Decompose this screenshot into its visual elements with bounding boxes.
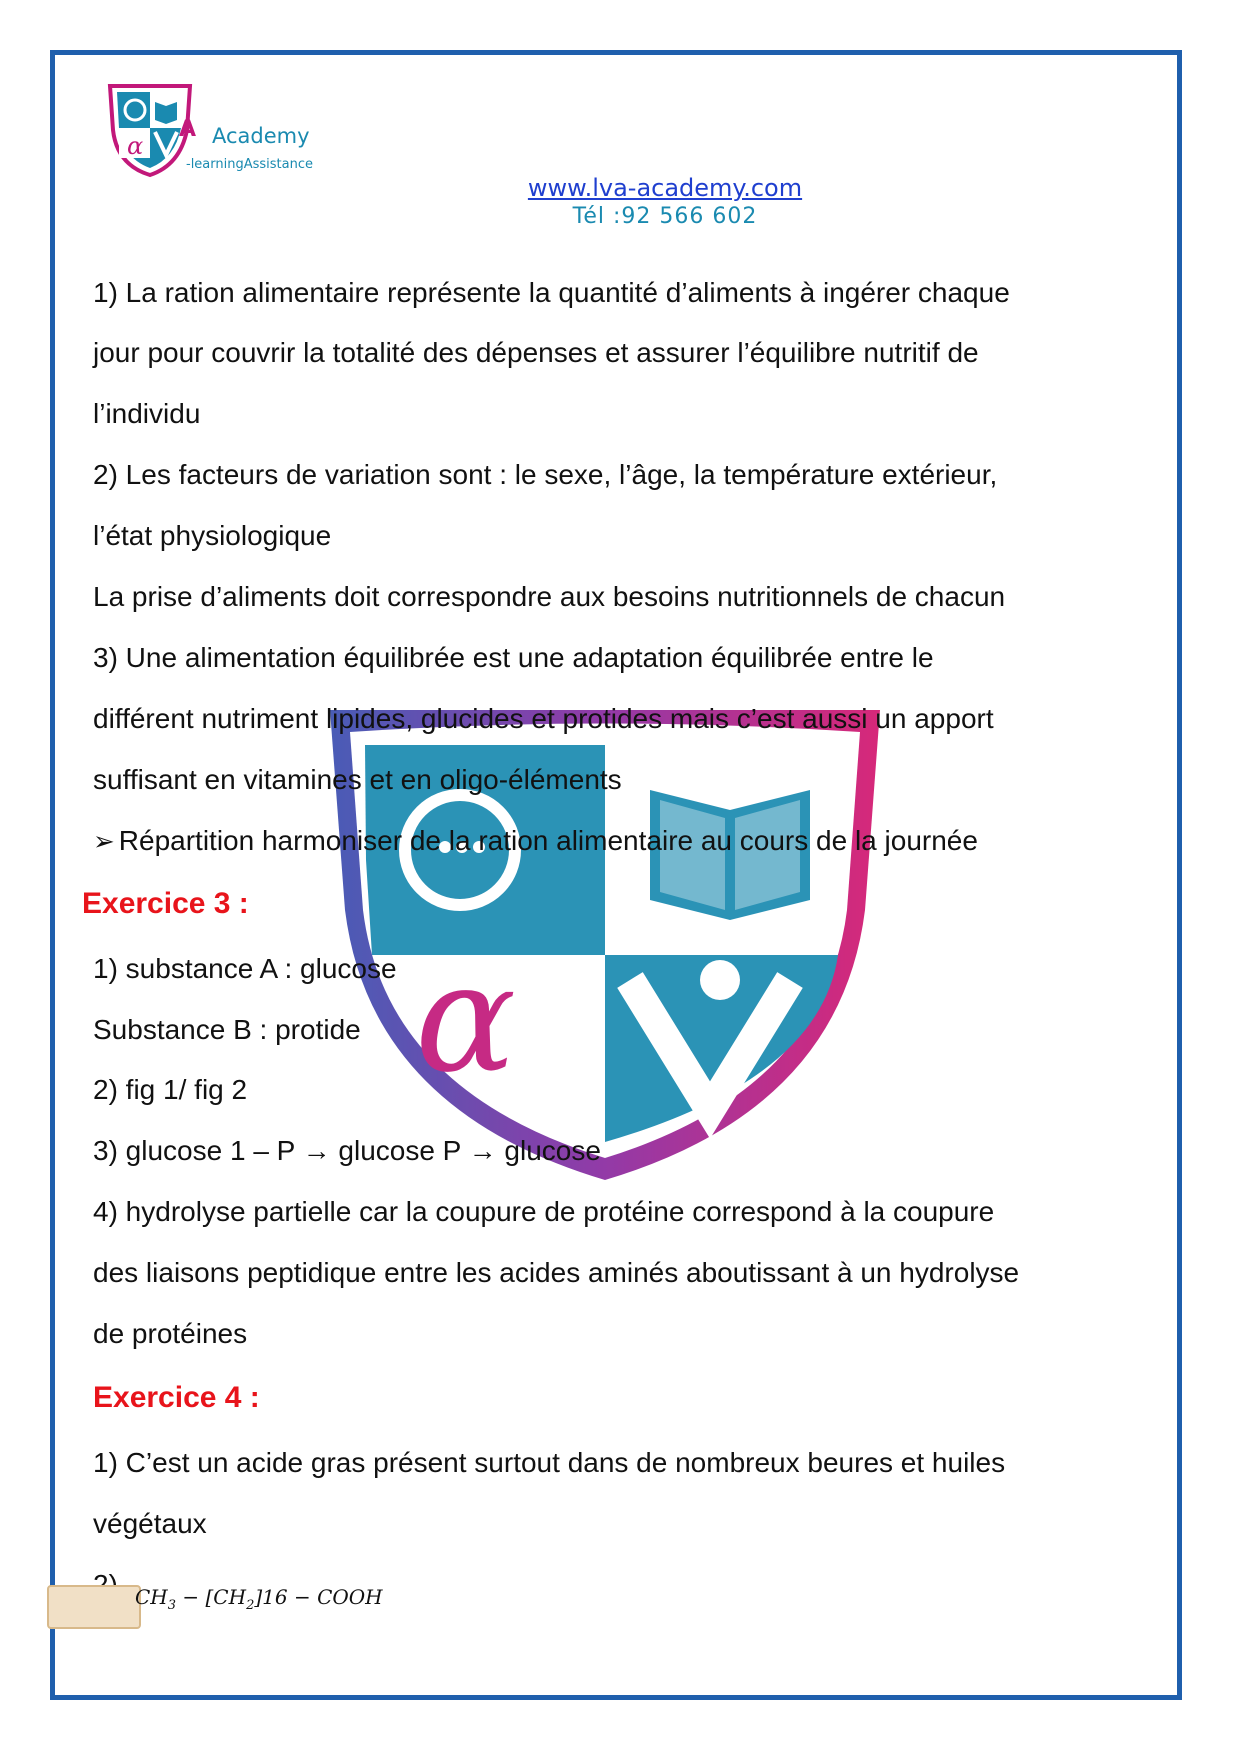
svg-text:α: α: [127, 132, 144, 160]
phone-number: Tél :92 566 602: [572, 204, 758, 229]
svg-text:A: A: [179, 117, 197, 142]
page-number-tab: [47, 1585, 141, 1629]
logo-text: Academy: [212, 124, 310, 148]
arrow-bullet-icon: ➢: [93, 826, 115, 856]
formula-end: ]16 − COOH: [254, 1585, 383, 1609]
svg-text:α: α: [415, 932, 517, 1106]
logo-subtitle: -learningAssistance: [186, 157, 313, 172]
body-line: 3) Une alimentation équilibrée est une adaptation équilibrée entre le: [93, 642, 934, 673]
body-line: différent nutriment lipides, glucides et protides mais c’est aussi un apport: [93, 703, 994, 734]
chemical-formula: [135, 1585, 383, 1613]
website-link[interactable]: www.lva-academy.com: [527, 174, 803, 202]
formula-ch3: CH: [135, 1585, 168, 1609]
exercise-3-line: Substance B : protide: [93, 1014, 361, 1045]
exercise-3-line: 3) glucose 1 – P → glucose P → glucose: [93, 1135, 601, 1166]
body-line: jour pour couvrir la totalité des dépenses et assurer l’équilibre nutritif de: [93, 337, 979, 368]
body-line: La prise d’aliments doit correspondre aux besoins nutritionnels de chacun: [93, 581, 1006, 612]
exercise-3-line: de protéines: [93, 1318, 248, 1349]
formula-mid: − [CH: [176, 1585, 247, 1609]
body-line: l’individu: [93, 398, 201, 429]
body-line: l’état physiologique: [93, 520, 332, 551]
bullet-line: [93, 825, 978, 857]
exercise-3-line: 1) substance A : glucose: [93, 953, 397, 984]
formula-mid-sub: 2: [246, 1598, 255, 1613]
exercise-3-heading: Exercice 3 :: [82, 887, 249, 920]
body-line: 1) La ration alimentaire représente la quantité d’aliments à ingérer chaque: [93, 277, 1010, 308]
exercise-4-heading: Exercice 4 :: [93, 1381, 260, 1414]
exercise-3-line: 4) hydrolyse partielle car la coupure de protéine correspond à la coupure: [93, 1196, 995, 1227]
body-line: 2) Les facteurs de variation sont : le sexe, l’âge, la température extérieur,: [93, 459, 998, 490]
formula-ch3-sub: 3: [167, 1598, 177, 1613]
exercise-4-line: 1) C’est un acide gras présent surtout dans de nombreux beures et huiles: [93, 1447, 1006, 1478]
exercise-3-line: des liaisons peptidique entre les acides aminés aboutissant à un hydrolyse: [93, 1257, 1020, 1288]
exercise-3-line: 2) fig 1/ fig 2: [93, 1074, 248, 1105]
exercise-4-line: végétaux: [93, 1508, 207, 1539]
bullet-text: Répartition harmoniser de la ration alimentaire au cours de la journée: [118, 825, 978, 856]
body-line: suffisant en vitamines et en oligo-éléments: [93, 764, 622, 795]
